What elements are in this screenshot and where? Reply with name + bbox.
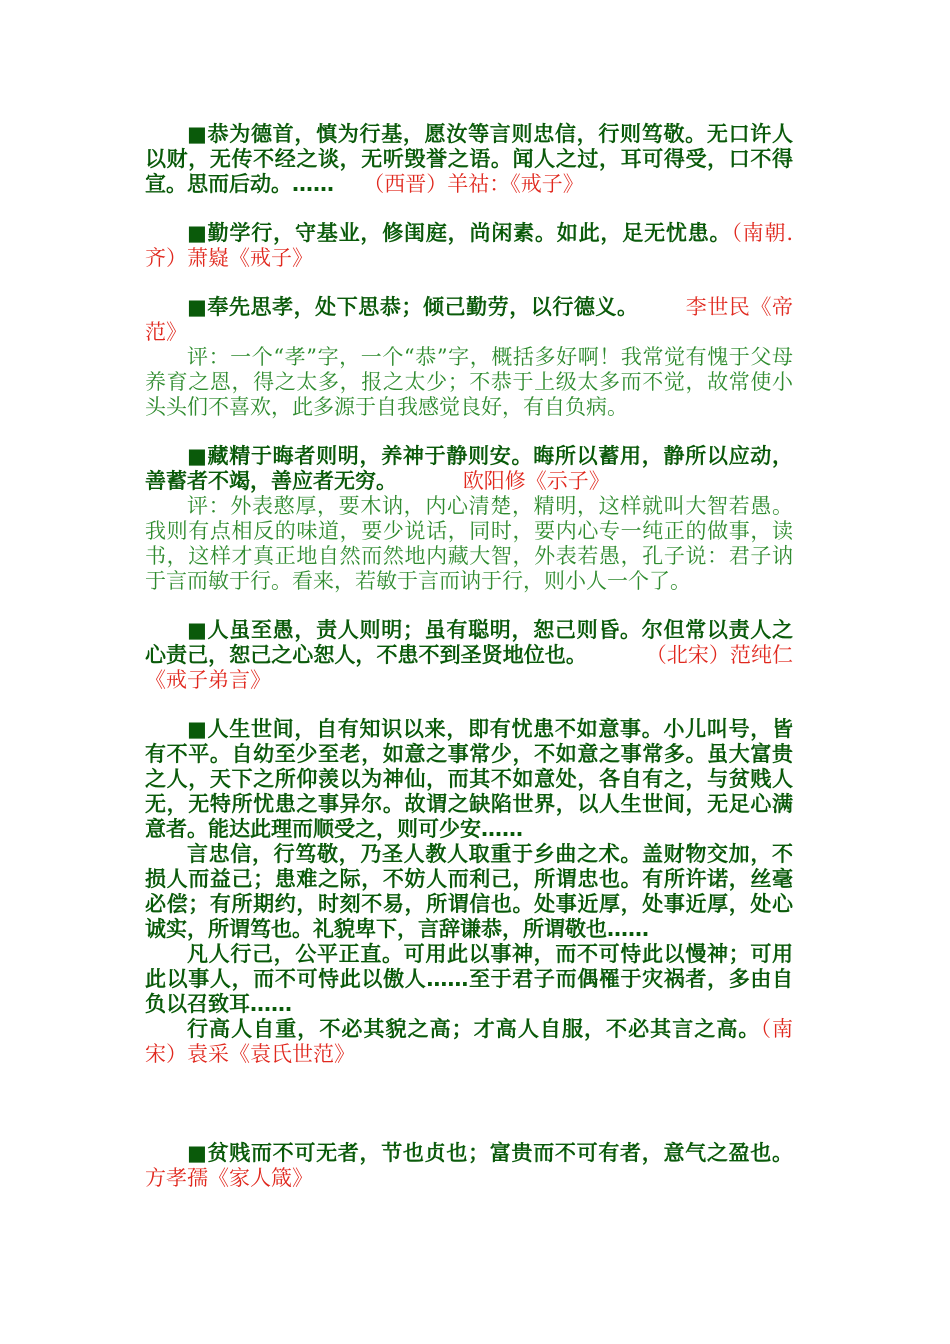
quote-2-text: ■勤学行，守基业，修闺庭，尚闲素。如此，足无忧患。 bbox=[187, 221, 732, 245]
quote-5-text: ■人虽至愚，责人则明；虽有聪明，恕己则昏。尔但常以责人之心责己，恕己之心恕人，不患不到圣贤地位也。 bbox=[145, 618, 793, 667]
quote-6-continuation-1: 言忠信，行笃敬，乃圣人教人取重于乡曲之术。盖财物交加，不损人而益己；患难之际，不妨人而利己，所谓忠也。有所许诺，丝毫必偿；有所期约，时刻不易，所谓信也。处事近厚，处事近厚，处心诚实，所谓笃也。礼貌卑下，言辞谦恭，所谓敬也…… bbox=[145, 842, 793, 941]
quote-5 bbox=[145, 618, 793, 693]
quote-2-source: （南朝.齐）萧嶷《戒子》 bbox=[145, 221, 793, 270]
quote-4-source: 欧阳修《示子》 bbox=[462, 469, 610, 493]
quote-1-source: （西晋）羊祜：《戒子》 bbox=[363, 172, 584, 196]
quote-6-continuation-2: 凡人行己，公平正直。可用此以事神，而不可恃此以慢神；可用此以事人，而不可恃此以傲人……至于君子而偶罹于灾祸者，多由自负以召致耳…… bbox=[145, 942, 793, 1016]
quote-2 bbox=[145, 221, 793, 271]
quote-4-text: ■藏精于晦者则明，养神于静则安。晦所以蓄用，静所以应动，善蓄者不竭，善应者无穷。 bbox=[145, 444, 793, 493]
quote-3-source: 李世民《帝范》 bbox=[145, 295, 793, 344]
quote-6-source: （南宋）袁采《袁氏世范》 bbox=[145, 1017, 794, 1066]
quote-3-text: ■奉先思孝，处下思恭；倾己勤劳，以行德义。 bbox=[187, 295, 639, 319]
quote-4-comment: 评：外表憨厚，要木讷，内心清楚，精明，这样就叫大智若愚。我则有点相反的味道，要少说话，同时，要内心专一纯正的做事，读书，这样才真正地自然而然地内藏大智，外表若愚，孔子说：君子讷于言而敏于行。看来，若敏于言而讷于行，则小人一个了。 bbox=[145, 494, 793, 593]
document-page bbox=[145, 122, 793, 1191]
quote-1 bbox=[145, 122, 793, 197]
quote-4 bbox=[145, 444, 793, 494]
quote-1-text: ■恭为德首，慎为行基，愿汝等言则忠信，行则笃敬。无口许人以财，无传不经之谈，无听毁誉之语。闻人之过，耳可得受，口不得宣。思而后动。…… bbox=[145, 122, 793, 196]
quote-3-comment: 评：一个“孝”字，一个“恭”字，概括多好啊！我常觉有愧于父母养育之恩，得之太多，报之太少；不恭于上级太多而不觉，故常使小头头们不喜欢，此多源于自我感觉良好，有自负病。 bbox=[145, 345, 793, 419]
quote-6: ■人生世间，自有知识以来，即有忧患不如意事。小儿叫号，皆有不平。自幼至少至老，如意之事常少，不如意之事常多。虽大富贵之人，天下之所仰羡以为神仙，而其不如意处，各自有之，与贫贱人无，无特所忧患之事异尔。故谓之缺陷世界，以人生世间，无足心满意者。能达此理而顺受之，则可少安…… bbox=[145, 717, 793, 841]
quote-7-source: 方孝孺《家人箴》 bbox=[145, 1166, 313, 1190]
quote-5-source: （北宋）范纯仁《戒子弟言》 bbox=[145, 643, 794, 692]
quote-3 bbox=[145, 295, 793, 345]
quote-6-final bbox=[145, 1017, 793, 1067]
quote-7-text: ■贫贱而不可无者，节也贞也；富贵而不可有者，意气之盈也。 bbox=[187, 1141, 793, 1165]
quote-7 bbox=[145, 1141, 793, 1191]
quote-6-final-text: 行高人自重，不必其貌之高；才高人自服，不必其言之高。 bbox=[187, 1017, 761, 1041]
